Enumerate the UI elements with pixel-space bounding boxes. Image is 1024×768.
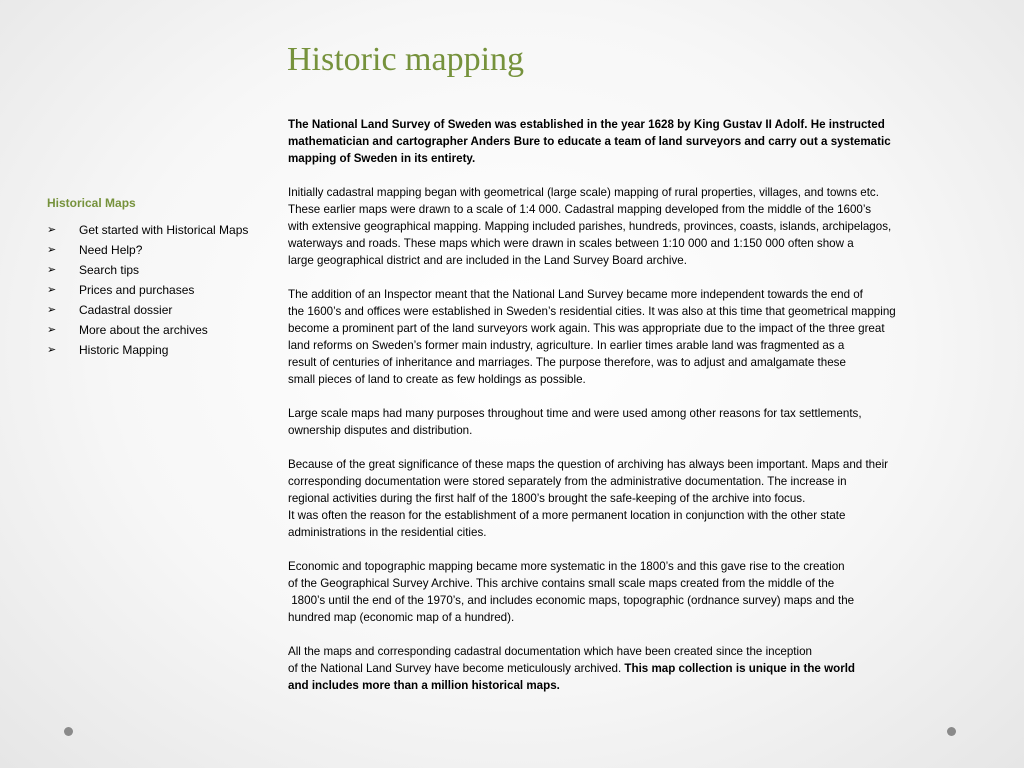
text-line: The National Land Survey of Sweden was established in the year 1628 by King Gustav II Adolf. He instructed bbox=[288, 118, 885, 131]
text-line: Economic and topographic mapping became more systematic in the 1800’s and this gave rise to the creation bbox=[288, 560, 845, 573]
text-line: ownership disputes and distribution. bbox=[288, 424, 473, 437]
sidebar-item-search-tips[interactable] bbox=[47, 260, 277, 280]
text-line: and includes more than a million historical maps. bbox=[288, 679, 560, 692]
text-line: Large scale maps had many purposes throughout time and were used among other reasons for tax settlements, bbox=[288, 407, 862, 420]
page-title: Historic mapping bbox=[287, 41, 525, 78]
arrow-bullet-icon: ➢ bbox=[47, 303, 57, 316]
text-line: the 1600’s and offices were established in Sweden’s residential cities. It was also at this time that geometrical mapping bbox=[288, 305, 896, 318]
text-line: result of centuries of inheritance and marriages. The purpose therefore, was to adjust and amalgamate these bbox=[288, 356, 846, 369]
text-line: hundred map (economic map of a hundred). bbox=[288, 611, 515, 624]
sidebar-item-need-help[interactable] bbox=[47, 240, 277, 260]
text-line: land reforms on Sweden’s former main industry, agriculture. In earlier times arable land was fragmented as a bbox=[288, 339, 845, 352]
sidebar-item-get-started[interactable] bbox=[47, 220, 277, 240]
sidebar-item-label: Search tips bbox=[79, 263, 140, 277]
text-line: Because of the great significance of these maps the question of archiving has always been important. Maps and their bbox=[288, 458, 889, 471]
text-segment-bold: This map collection is unique in the world bbox=[624, 662, 856, 675]
article-body bbox=[288, 116, 988, 711]
paragraph-large-scale-maps bbox=[288, 405, 988, 439]
arrow-bullet-icon: ➢ bbox=[47, 263, 57, 276]
text-line: mathematician and cartographer Anders Bure to educate a team of land surveyors and carry out a systematic bbox=[288, 135, 891, 148]
text-line: become a prominent part of the land surveyors work again. This was appropriate due to the impact of the three great bbox=[288, 322, 885, 335]
arrow-bullet-icon: ➢ bbox=[47, 223, 57, 236]
sidebar-heading: Historical Maps bbox=[47, 196, 136, 210]
arrow-bullet-icon: ➢ bbox=[47, 243, 57, 256]
sidebar-item-label: Prices and purchases bbox=[79, 283, 195, 297]
decorative-dot bbox=[947, 727, 956, 736]
text-line: waterways and roads. These maps which were drawn in scales between 1:10 000 and 1:150 000 often show a bbox=[288, 237, 854, 250]
sidebar-item-label: More about the archives bbox=[79, 323, 208, 337]
text-line: mapping of Sweden in its entirety. bbox=[288, 152, 476, 165]
sidebar-item-label: Cadastral dossier bbox=[79, 303, 173, 317]
text-line: corresponding documentation were stored separately from the administrative documentation. The increase in bbox=[288, 475, 847, 488]
decorative-dot bbox=[64, 727, 73, 736]
sidebar-list bbox=[47, 220, 277, 360]
arrow-bullet-icon: ➢ bbox=[47, 323, 57, 336]
text-line: administrations in the residential cities. bbox=[288, 526, 487, 539]
intro-paragraph bbox=[288, 116, 988, 167]
sidebar-item-archives[interactable] bbox=[47, 320, 277, 340]
sidebar-item-label: Historic Mapping bbox=[79, 343, 169, 357]
text-line: large geographical district and are included in the Land Survey Board archive. bbox=[288, 254, 687, 267]
text-line: of the Geographical Survey Archive. This archive contains small scale maps created from the middle of the bbox=[288, 577, 835, 590]
text-line: All the maps and corresponding cadastral documentation which have been created since the inception bbox=[288, 645, 812, 658]
arrow-bullet-icon: ➢ bbox=[47, 343, 57, 356]
text-line: small pieces of land to create as few holdings as possible. bbox=[288, 373, 586, 386]
text-line: The addition of an Inspector meant that the National Land Survey became more independent towards the end of bbox=[288, 288, 863, 301]
paragraph-cadastral-mapping bbox=[288, 184, 988, 269]
text-line: 1800’s until the end of the 1970’s, and includes economic maps, topographic (ordnance survey) maps and the bbox=[288, 594, 855, 607]
text-line: It was often the reason for the establishment of a more permanent location in conjunction with the other state bbox=[288, 509, 846, 522]
sidebar bbox=[47, 196, 277, 360]
text-line: Initially cadastral mapping began with geometrical (large scale) mapping of rural properties, villages, and towns etc. bbox=[288, 186, 879, 199]
paragraph-inspector bbox=[288, 286, 988, 388]
paragraph-archiving bbox=[288, 456, 988, 541]
sidebar-item-label: Need Help? bbox=[79, 243, 143, 257]
text-line: with extensive geographical mapping. Mapping included parishes, hundreds, provinces, coasts, islands, archipelagos, bbox=[288, 220, 892, 233]
text-line: regional activities during the first half of the 1800’s brought the safe-keeping of the archive into focus. bbox=[288, 492, 806, 505]
sidebar-item-label: Get started with Historical Maps bbox=[79, 223, 249, 237]
text-line bbox=[288, 660, 988, 677]
text-line: These earlier maps were drawn to a scale of 1:4 000. Cadastral mapping developed from the middle of the 1600’s bbox=[288, 203, 872, 216]
arrow-bullet-icon: ➢ bbox=[47, 283, 57, 296]
paragraph-collection bbox=[288, 643, 988, 694]
sidebar-item-prices[interactable] bbox=[47, 280, 277, 300]
paragraph-economic-topographic bbox=[288, 558, 988, 626]
text-segment: of the National Land Survey have become meticulously archived. bbox=[288, 662, 625, 675]
sidebar-item-cadastral-dossier[interactable] bbox=[47, 300, 277, 320]
sidebar-item-historic-mapping[interactable] bbox=[47, 340, 277, 360]
